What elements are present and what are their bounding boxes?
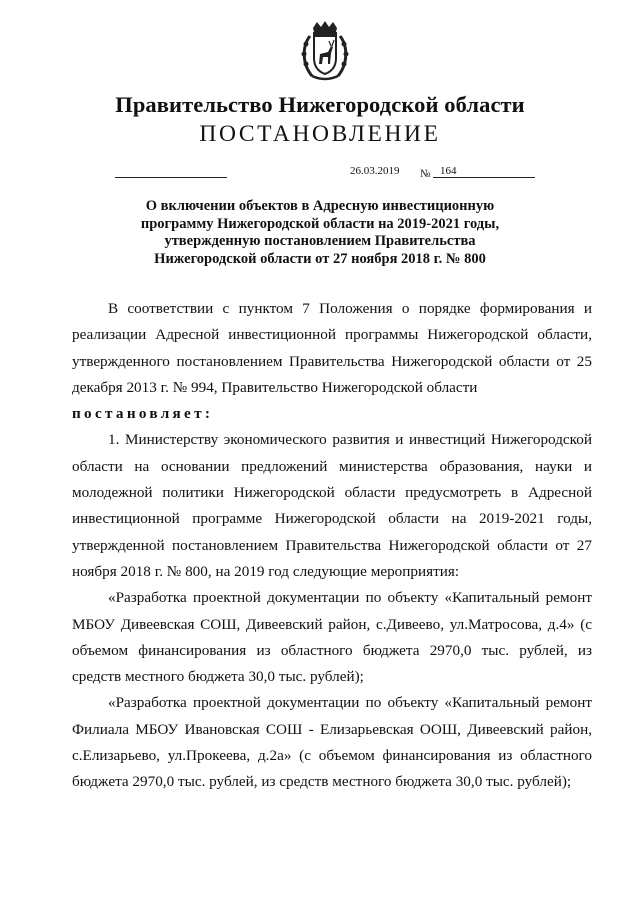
document-type: ПОСТАНОВЛЕНИЕ: [199, 121, 441, 147]
coat-of-arms-icon: [298, 20, 352, 82]
heading-line: Нижегородской области от 27 ноября 2018 г. № 800: [154, 250, 486, 267]
document-body: [72, 296, 592, 796]
preamble-paragraph: В соответствии с пунктом 7 Положения о порядке формирования и реализации Адресной инвестиционной программы Нижегородской области, утвержденного постановлением Правительства Нижегородской области от 25 декабря 2013 г. № 994, Правительство Нижегородской области: [72, 300, 592, 396]
government-name: Правительство Нижегородской области: [115, 92, 525, 117]
document-heading: [100, 198, 540, 268]
measure-2-paragraph: «Разработка проектной документации по объекту «Капитальный ремонт Филиала МБОУ Ивановская СОШ - Елизарьевская ООШ, Дивеевский район, с.Елизарьево, ул.Прокеева, д.2а» (с объемом финансирования из областного бюджета 2970,0 тыс. рублей, из средств местного бюджета 30,0 тыс. рублей);: [72, 694, 592, 791]
item-1-paragraph: 1. Министерству экономического развития и инвестиций Нижегородской области на основании предложений министерства образования, науки и молодежной политики Нижегородской области предусмотреть в Адресной инвестиционной программе Нижегородской области на 2019-2021 годы, утвержденной постановлением Правительства Нижегородской области от 27 ноября 2018 г. № 800, на 2019 год следующие мероприятия:: [72, 431, 592, 580]
measure-1-paragraph: «Разработка проектной документации по объекту «Капитальный ремонт МБОУ Дивеевская СОШ, Дивеевский район, с.Дивеево, ул.Матросова, д.4» (с объемом финансирования из областного бюджета 2970,0 тыс. рублей, из средств местного бюджета 30,0 тыс. рублей);: [72, 589, 592, 686]
number-sign: №: [420, 168, 431, 180]
resolves-text: постановляет:: [72, 405, 214, 423]
heading-line: программу Нижегородской области на 2019-2021 годы,: [140, 215, 500, 232]
date-line-left: [115, 177, 227, 178]
number-line: [433, 177, 535, 178]
document-number: 164: [440, 165, 457, 177]
heading-line: утвержденную постановлением Правительства: [164, 233, 476, 249]
document-date: 26.03.2019: [350, 165, 400, 177]
resolves-word: [72, 401, 592, 427]
heading-line: О включении объектов в Адресную инвестиционную: [145, 198, 495, 214]
